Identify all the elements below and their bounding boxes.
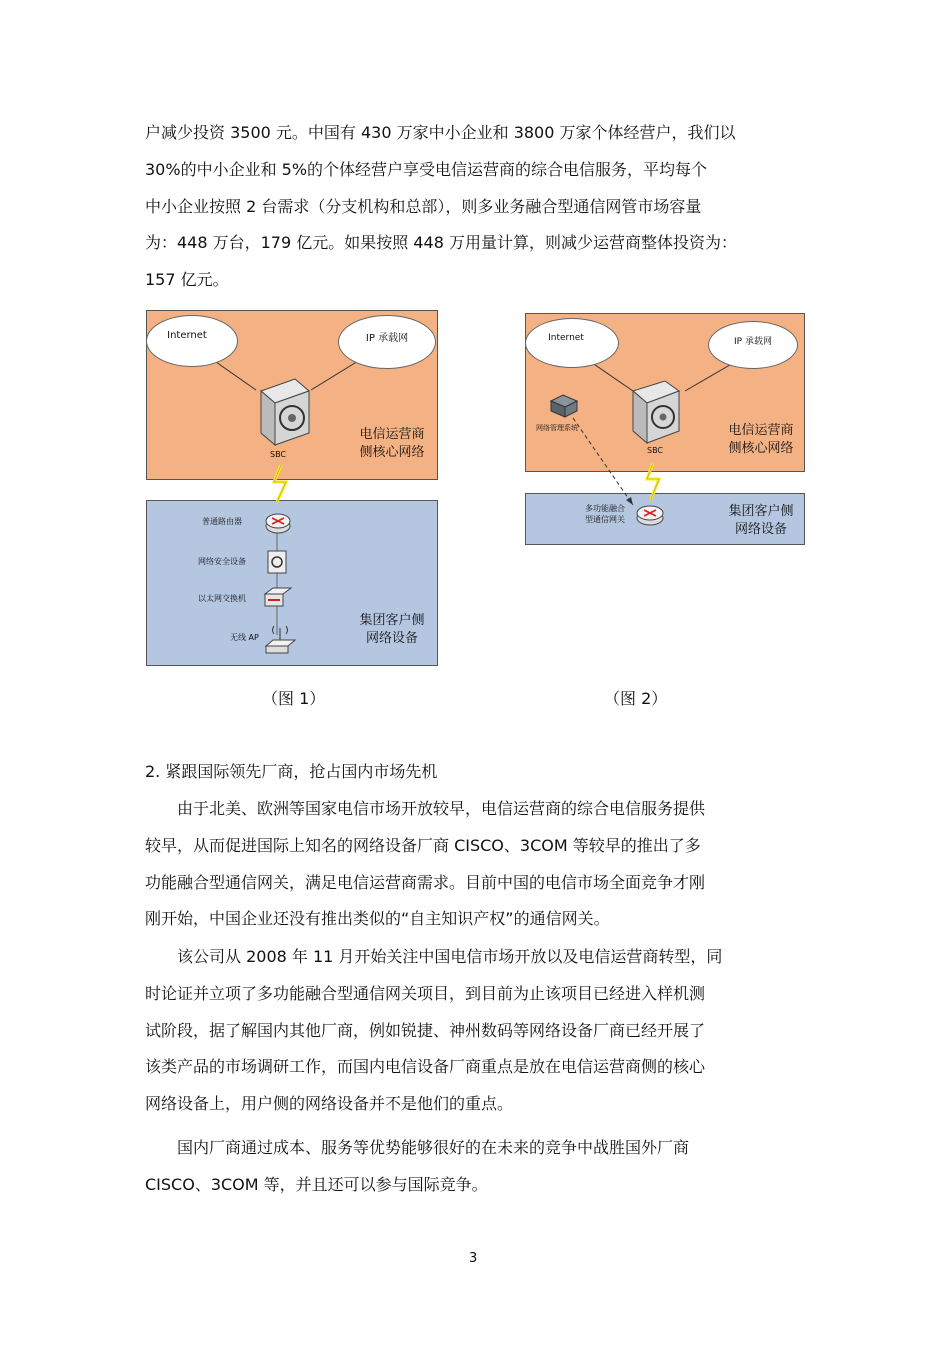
figure-1-caption: （图 1） <box>262 689 326 708</box>
paragraph-line: 由于北美、欧洲等国家电信市场开放较早，电信运营商的综合电信服务提供 <box>177 799 706 818</box>
internet-label: Internet <box>548 333 584 343</box>
paragraph-line: 试阶段，据了解国内其他厂商，例如锐捷、神州数码等网络设备厂商已经开展了 <box>145 1020 706 1040</box>
sbc-server-icon <box>627 379 683 445</box>
customer-label-line: 集团客户侧 <box>359 613 425 628</box>
paragraph-line: 刚开始，中国企业还没有推出类似的“自主知识产权”的通信网关。 <box>145 909 610 929</box>
sbc-label: SBC <box>647 446 664 455</box>
sbc-server-icon <box>253 377 313 447</box>
security-label: 网络安全设备 <box>198 557 246 566</box>
customer-network-label <box>352 612 432 648</box>
core-label-line: 侧核心网络 <box>728 441 794 456</box>
gateway-label-line: 多功能融合 <box>585 504 625 513</box>
paragraph-line: 该公司从 2008 年 11 月开始关注中国电信市场开放以及电信运营商转型，同 <box>177 947 723 966</box>
paragraph-2 <box>145 939 815 1123</box>
internet-cloud <box>525 318 619 368</box>
customer-label-line: 网络设备 <box>734 522 787 537</box>
core-network-label <box>721 422 801 458</box>
internet-label: Internet <box>167 329 207 341</box>
router-icon <box>265 510 291 534</box>
internet-cloud <box>146 315 238 367</box>
intro-line: 户减少投资 3500 元。中国有 430 万家中小企业和 3800 万家个体经营户，我们以 <box>145 123 736 142</box>
core-label-line: 侧核心网络 <box>359 445 425 460</box>
figure-2-caption: （图 2） <box>604 689 668 708</box>
intro-line: 为：448 万台，179 亿元。如果按照 448 万用量计算，则减少运营商整体投资为： <box>145 233 737 253</box>
figure-2 <box>525 313 805 545</box>
intro-paragraph <box>145 115 815 299</box>
paragraph-line: 该类产品的市场调研工作，而国内电信设备厂商重点是放在电信运营商侧的核心 <box>145 1057 706 1077</box>
gateway-router-icon <box>635 501 665 527</box>
section-heading: 2. 紧跟国际领先厂商，抢占国内市场先机 <box>145 762 438 781</box>
ip-network-cloud <box>338 315 436 369</box>
switch-label: 以太网交换机 <box>198 594 246 603</box>
ip-network-cloud <box>708 321 798 369</box>
paragraph-line: 功能融合型通信网关，满足电信运营商需求。目前中国的电信市场全面竞争才刚 <box>145 872 706 892</box>
figure-1 <box>146 310 440 666</box>
core-label-line: 电信运营商 <box>359 427 425 442</box>
paragraph-line: 时论证并立项了多功能融合型通信网关项目，到目前为止该项目已经进入样机测 <box>145 983 706 1003</box>
sbc-label: SBC <box>270 450 287 459</box>
paragraph-line: CISCO、3COM 等，并且还可以参与国际竞争。 <box>145 1174 488 1194</box>
intro-line: 中小企业按照 2 台需求（分支机构和总部），则多业务融合型通信网管市场容量 <box>145 196 702 216</box>
gateway-label <box>585 503 625 525</box>
ip-network-label: IP 承载网 <box>734 336 772 347</box>
nms-label: 网络管理系统 <box>536 424 578 432</box>
intro-line: 30%的中小企业和 5%的个体经营户享受电信运营商的综合电信服务，平均每个 <box>145 159 708 179</box>
customer-label-line: 网络设备 <box>365 631 418 646</box>
customer-label-line: 集团客户侧 <box>728 504 794 519</box>
wireless-ap-icon <box>263 620 297 656</box>
paragraph-1 <box>145 791 815 938</box>
security-device-icon <box>265 548 291 576</box>
gateway-label-line: 型通信网关 <box>585 515 625 524</box>
intro-line: 157 亿元。 <box>145 270 229 290</box>
customer-network-label <box>721 503 801 539</box>
router-label: 普通路由器 <box>202 517 242 526</box>
page-number: 3 <box>469 1251 478 1266</box>
paragraph-line: 网络设备上，用户侧的网络设备并不是他们的重点。 <box>145 1094 514 1114</box>
paragraph-3 <box>145 1130 815 1204</box>
ap-label: 无线 AP <box>230 633 259 642</box>
nms-icon <box>547 393 581 419</box>
ip-network-label: IP 承载网 <box>365 332 409 344</box>
core-network-label <box>352 426 432 462</box>
paragraph-line: 较早，从而促进国际上知名的网络设备厂商 CISCO、3COM 等较早的推出了多 <box>145 835 701 855</box>
core-label-line: 电信运营商 <box>728 423 794 438</box>
paragraph-line: 国内厂商通过成本、服务等优势能够很好的在未来的竞争中战胜国外厂商 <box>177 1138 690 1157</box>
switch-icon <box>263 586 293 608</box>
